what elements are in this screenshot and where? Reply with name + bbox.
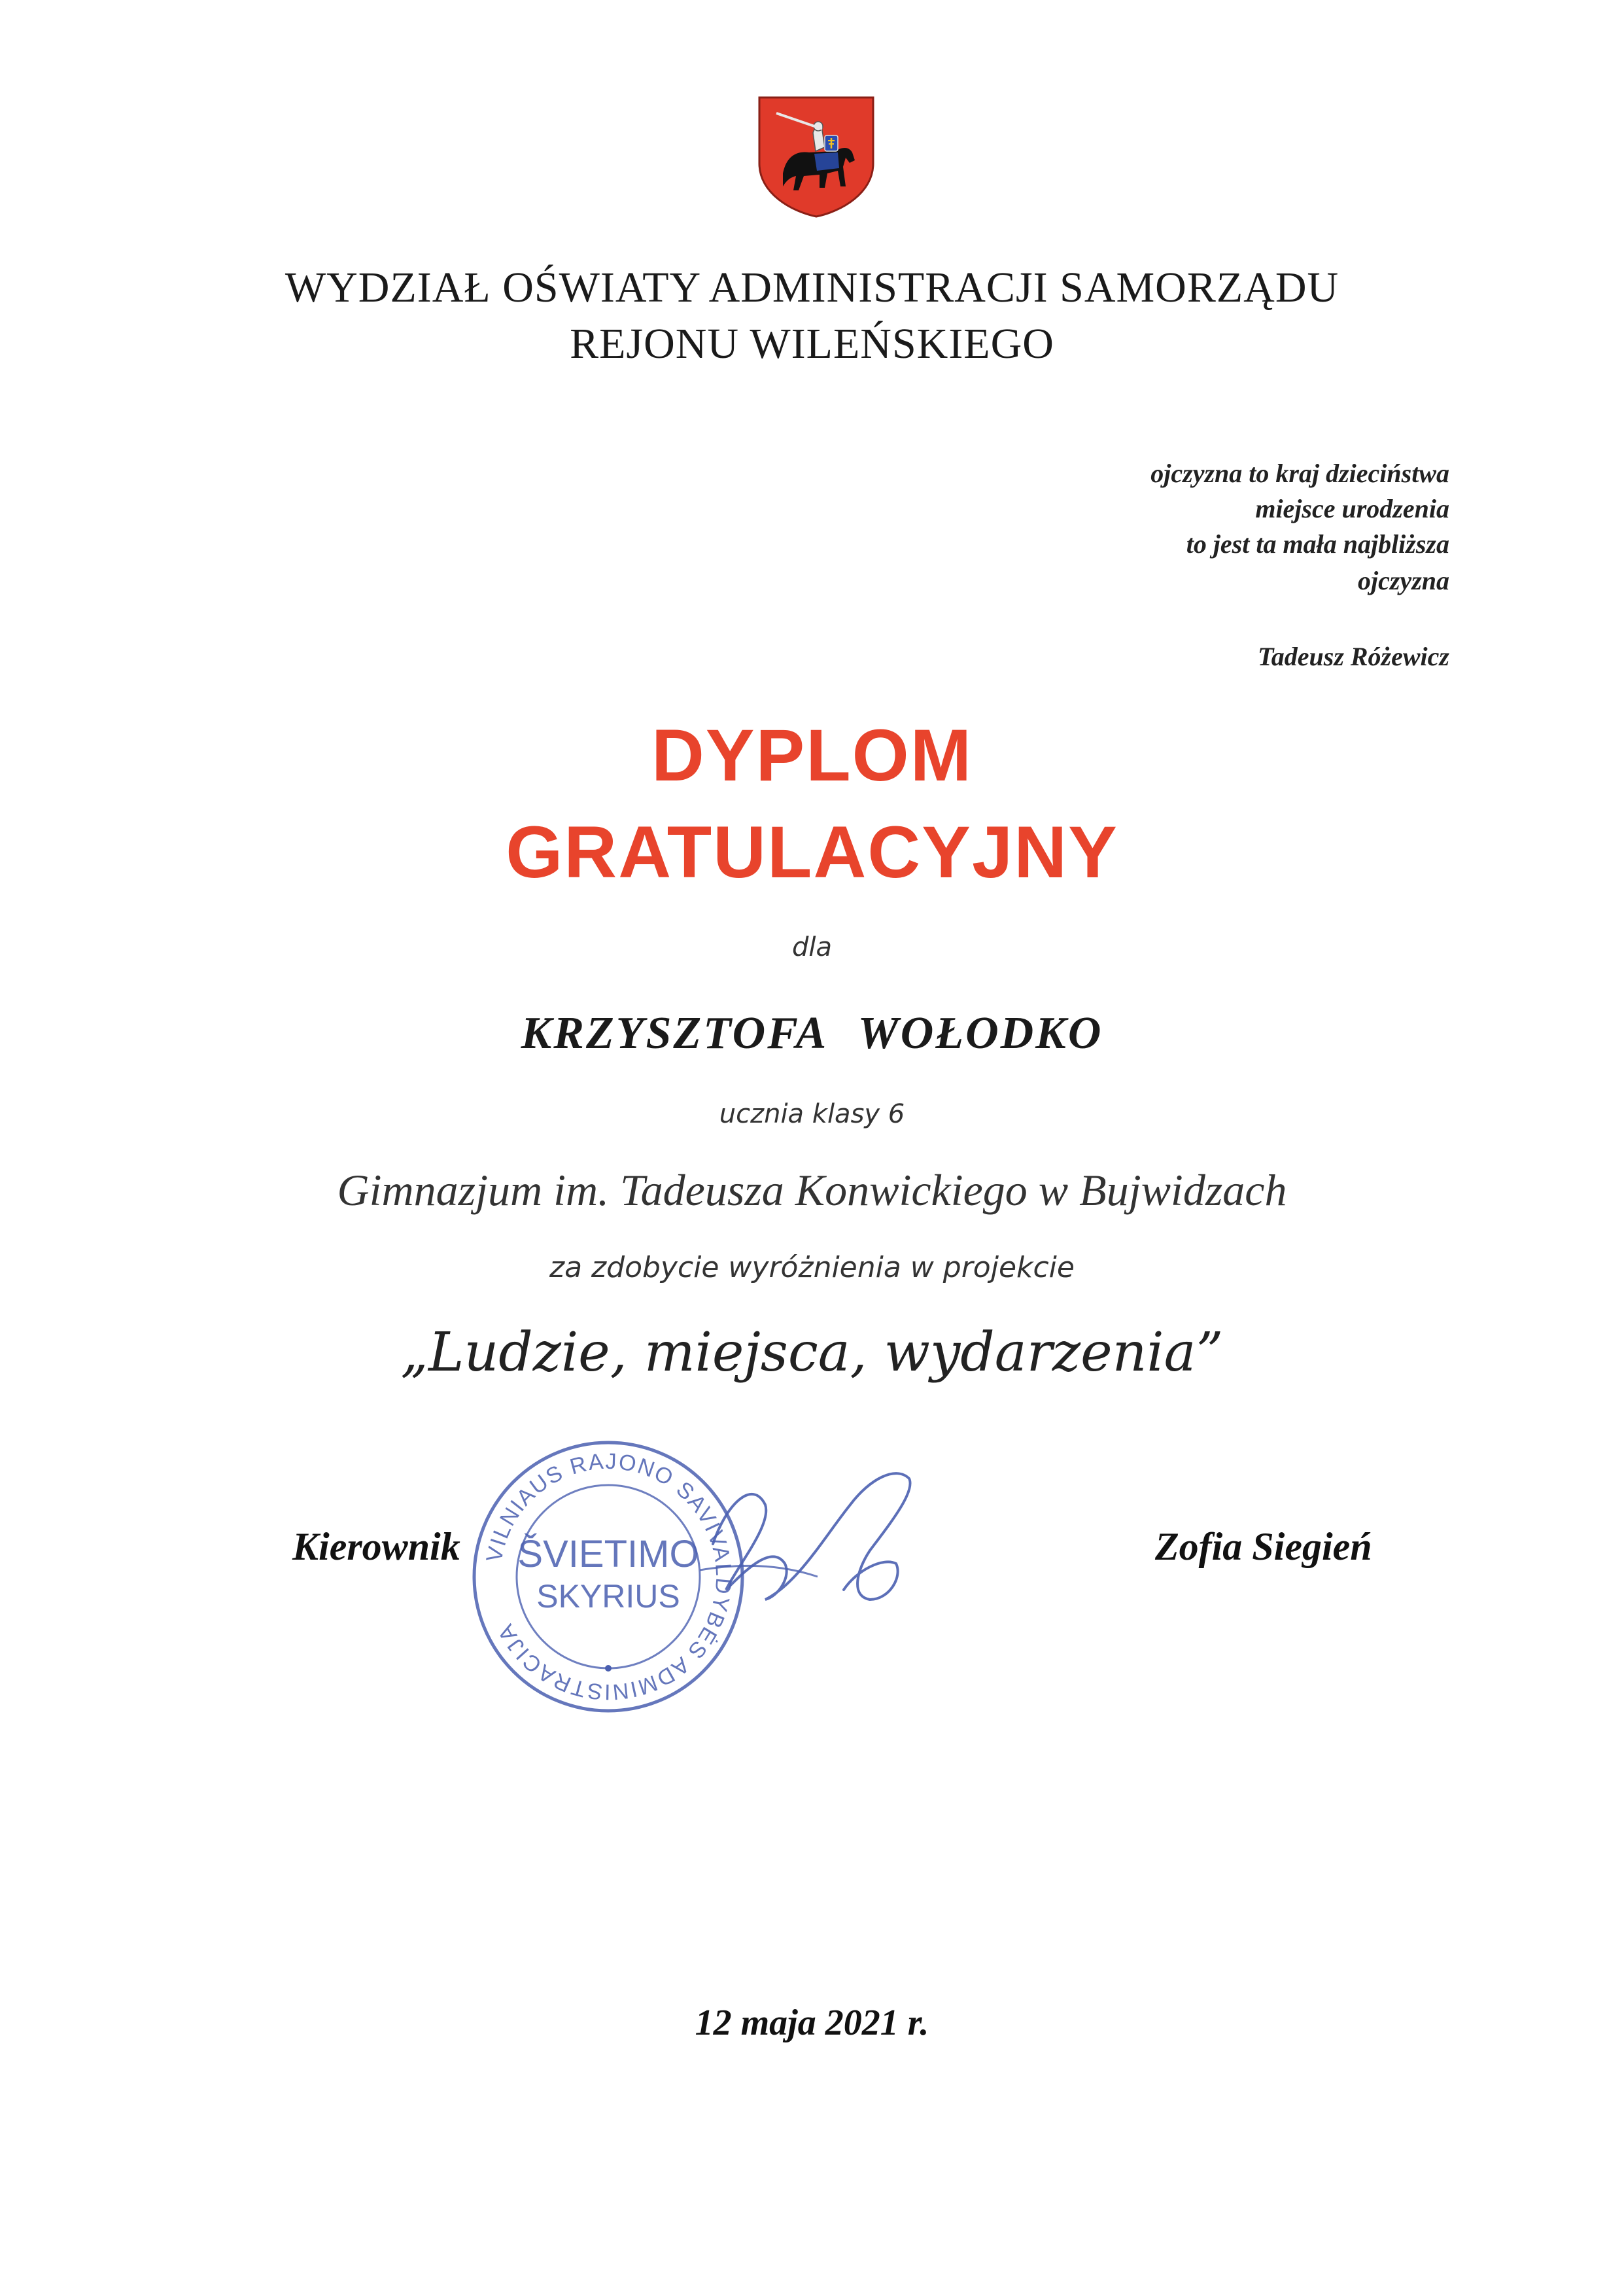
stamp-ring-text: VILNIAUS RAJONO SAVIVALDYBĖS ADMINISTRACIJA — [481, 1448, 736, 1705]
diploma-title-line-2: GRATULACYJNY — [506, 811, 1118, 893]
quote-line: to jest ta mała najbliższa — [1186, 529, 1449, 559]
header-line-2: REJONU WILEŃSKIEGO — [570, 320, 1054, 368]
quote-author: Tadeusz Różewicz — [1257, 642, 1449, 671]
header-line-1: WYDZIAŁ OŚWIATY ADMINISTRACJI SAMORZĄDU — [285, 264, 1339, 311]
for-label: dla — [791, 932, 832, 962]
project-name: „Ludzie, miejsca, wydarzenia” — [400, 1322, 1224, 1384]
coat-of-arms-icon — [757, 95, 876, 219]
handwritten-signature — [700, 1465, 935, 1629]
quote-line: ojczyzna to kraj dzieciństwa — [1150, 459, 1449, 488]
class-line: ucznia klasy 6 — [719, 1099, 905, 1129]
award-reason: za zdobycie wyróżnienia w projekcie — [549, 1251, 1075, 1284]
diploma-title-line-1: DYPLOM — [651, 714, 973, 796]
issue-date: 12 maja 2021 r. — [695, 2003, 929, 2043]
stamp-center-line-2: SKYRIUS — [536, 1578, 680, 1615]
school-name: Gimnazjum im. Tadeusza Konwickiego w Bujwidzach — [337, 1165, 1287, 1215]
quote-line: miejsce urodzenia — [1255, 494, 1449, 523]
stamp-center-line-1: ŠVIETIMO — [517, 1533, 699, 1575]
quote-line: ojczyzna — [1358, 566, 1449, 595]
signatory-title: Kierownik — [292, 1525, 460, 1568]
signatory-name: Zofia Siegień — [1155, 1525, 1372, 1568]
recipient-name: KRZYSZTOFA WOŁODKO — [521, 1008, 1103, 1059]
